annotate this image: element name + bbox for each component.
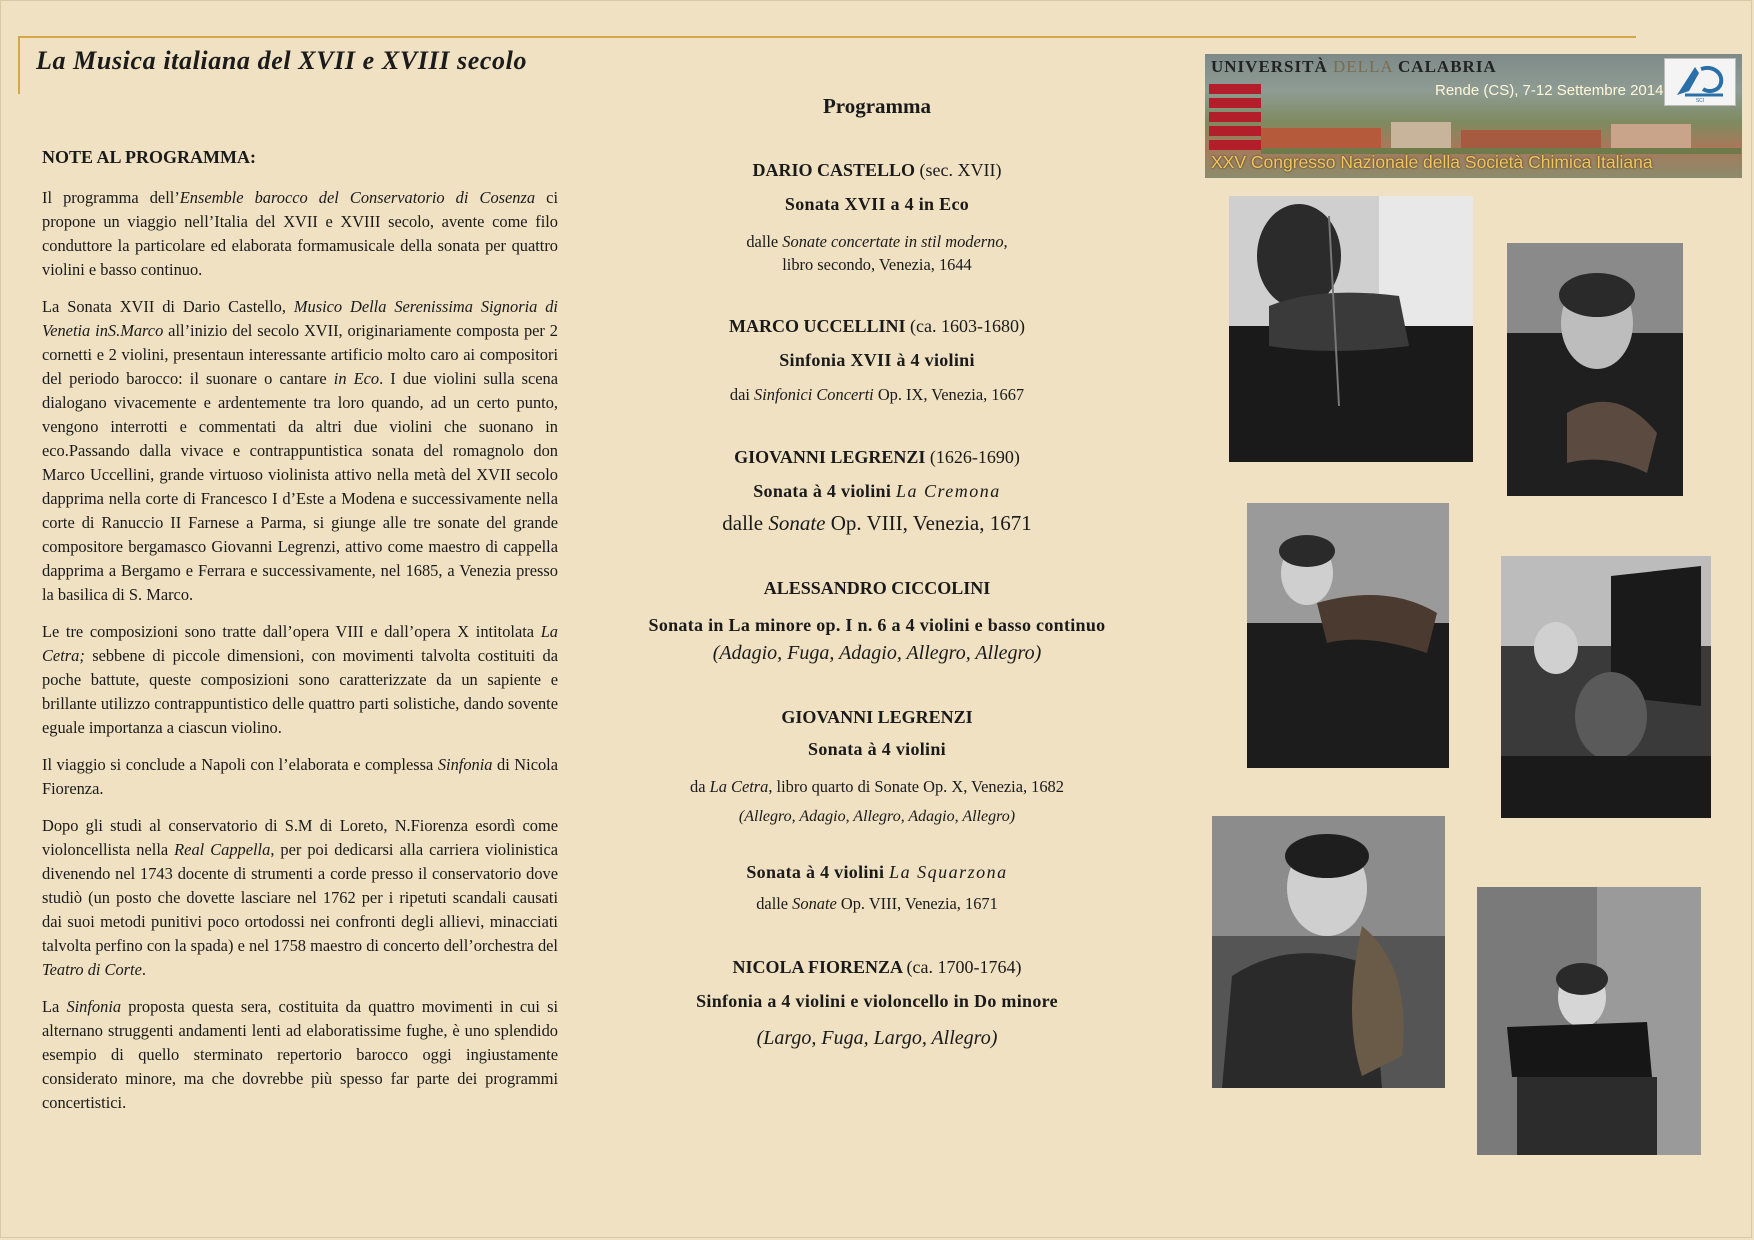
photo-violinist-1	[1229, 196, 1473, 462]
work-legrenzi-squarzona: Sonata à 4 violini La Squarzona	[746, 862, 1008, 882]
composer-legrenzi-1: GIOVANNI LEGRENZI (1626-1690)	[734, 447, 1020, 467]
notes-paragraph: Le tre composizioni sono tratte dall’opera VIII e dall’opera X intitolata La Cetra; sebbene di piccole dimensioni, con movimenti talvolta costituiti da poche battute, queste composizioni sono caratterizzate da un sapiente e brillante utilizzo contrappuntistico delle quattro parti solistiche, dando sovente eguale importanza a ciascun violino.	[42, 622, 558, 737]
photo-cellist	[1212, 816, 1445, 1088]
work-legrenzi-cetra: Sonata à 4 violini	[808, 739, 946, 759]
photo-violinist-4	[1477, 887, 1701, 1155]
movements-legrenzi-cetra: (Allegro, Adagio, Allegro, Adagio, Allegro)	[738, 808, 1016, 825]
congress-title: XXV Congresso Nazionale della Società Chimica Italiana	[1211, 152, 1653, 172]
program-notes	[42, 147, 558, 1128]
conference-dates: Rende (CS), 7-12 Settembre 2014	[1435, 82, 1664, 99]
university-name: UNIVERSITÀ DELLA CALABRIA	[1211, 57, 1497, 76]
movements-ciccolini: (Adagio, Fuga, Adagio, Allegro, Allegro)	[712, 642, 1042, 664]
notes-paragraph: Il programma dell’Ensemble barocco del Conservatorio di Cosenza ci propone un viaggio nell’Italia del XVII e XVIII secolo, avente come filo conduttore la particolare ed elaborata formamusicale della sonata per quattro violini e basso continuo.	[42, 188, 558, 279]
title-rule	[18, 36, 1636, 38]
notes-paragraph: La Sinfonia proposta questa sera, costituita da quattro movimenti in cui si alternano struggenti andamenti lenti ad elaboratissime fughe, è uno splendido esempio di quello sterminato repertorio barocco oggi ingiustamente considerato minore, ma che dovrebbe più spesso far parte dei programmi concertistici.	[42, 997, 558, 1112]
source-castello-line2: libro secondo, Venezia, 1644	[782, 255, 972, 274]
photo-violinist-3	[1247, 503, 1449, 768]
source-legrenzi-1: dalle Sonate Op. VIII, Venezia, 1671	[722, 511, 1032, 535]
notes-heading: NOTE AL PROGRAMMA:	[42, 147, 256, 167]
movements-fiorenza: (Largo, Fuga, Largo, Allegro)	[756, 1027, 998, 1049]
notes-paragraph: La Sonata XVII di Dario Castello, Musico Della Serenissima Signoria di Venetia inS.Marco all’inizio del secolo XVII, originariamente composta per 2 cornetti e 2 violini, presentaun interessante artificio molto caro ai compositori del periodo barocco: il suonare o cantare in Eco. I due violini sulla scena dialogano vivacemente e ardentemente tra loro quando, ad un certo punto, vengono interrotti e commentati da altri due violini che suonano in eco.Passando dalla vivace e contrappuntistica sonata del romagnolo don Marco Uccellini, grande virtuoso violinista attivo nella metà del XVII secolo dapprima nella corte di Francesco I d’Este a Modena e successivamente nella corte di Ranuccio II Farnese a Parma, si giunge alle tre sonate del grande compositore bergamasco Giovanni Legrenzi, attivo come maestro di cappella dapprima a Bergamo e Ferrara e successivamente, nel 1685, a Venezia presso la basilica di S. Marco.	[42, 297, 558, 604]
programme-title: Programma	[822, 94, 932, 118]
source-castello: dalle Sonate concertate in stil moderno,	[746, 232, 1008, 251]
work-uccellini: Sinfonia XVII à 4 violini	[779, 350, 975, 370]
source-legrenzi-squarzona: dalle Sonate Op. VIII, Venezia, 1671	[756, 894, 998, 913]
composer-fiorenza: NICOLA FIORENZA (ca. 1700-1764)	[732, 957, 1022, 977]
source-uccellini: dai Sinfonici Concerti Op. IX, Venezia, 1667	[729, 385, 1025, 404]
work-ciccolini: Sonata in La minore op. I n. 6 a 4 violini e basso continuo	[648, 615, 1106, 635]
photo-violinist-2	[1507, 243, 1683, 496]
photo-ensemble-harpsichord	[1501, 556, 1711, 818]
conference-banner	[1205, 54, 1742, 178]
svg-text:SCI: SCI	[1695, 98, 1705, 104]
document-title: La Musica italiana del XVII e XVIII secolo	[36, 46, 528, 75]
title-vertical-rule	[18, 36, 20, 94]
notes-body	[42, 186, 558, 1115]
work-fiorenza: Sinfonia a 4 violini e violoncello in Do minore	[696, 991, 1058, 1011]
campus-buildings	[1261, 114, 1741, 154]
composer-castello: DARIO CASTELLO (sec. XVII)	[752, 160, 1002, 180]
composer-uccellini: MARCO UCCELLINI (ca. 1603-1680)	[729, 316, 1025, 336]
notes-paragraph: Il viaggio si conclude a Napoli con l’elaborata e complessa Sinfonia di Nicola Fiorenza.	[42, 755, 559, 798]
work-castello: Sonata XVII a 4 in Eco	[784, 194, 970, 214]
university-logo-bars	[1209, 84, 1261, 154]
work-legrenzi-cremona: Sonata à 4 violini La Cremona	[753, 481, 1001, 501]
chemical-society-logo	[1664, 58, 1736, 106]
composer-legrenzi-2: GIOVANNI LEGRENZI	[781, 707, 973, 727]
notes-paragraph: Dopo gli studi al conservatorio di S.M di Loreto, N.Fiorenza esordì come violoncellista nella Real Cappella, per poi dedicarsi alla carriera violinistica divenendo nel 1743 docente di strumenti a corde presso il conservatorio dove studiò (un posto che dovette lasciare nel 1762 per i ripetuti scandali causati dai suoi metodi punitivi poco ortodossi nei confronti degli allievi, minacciati talvolta perfino con la spada) e nel 1758 maestro di concerto dell’orchestra del Teatro di Corte.	[42, 816, 558, 979]
source-legrenzi-cetra: da La Cetra, libro quarto di Sonate Op. X, Venezia, 1682	[690, 777, 1064, 796]
composer-ciccolini: ALESSANDRO CICCOLINI	[763, 578, 991, 598]
